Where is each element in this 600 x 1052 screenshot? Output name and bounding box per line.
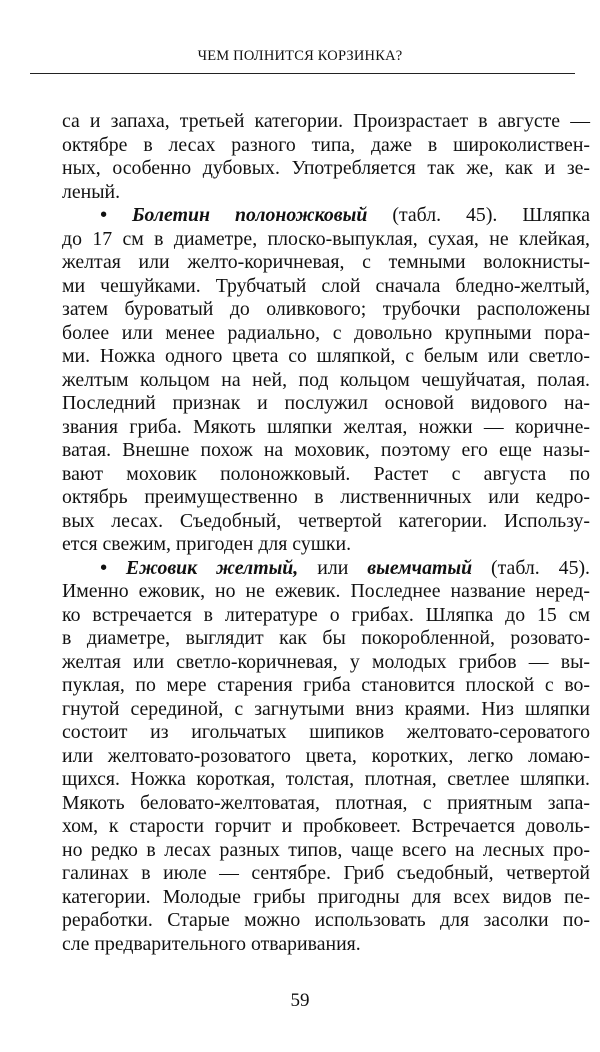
text-line xyxy=(62,463,590,487)
text-line xyxy=(62,627,590,651)
text-line xyxy=(62,369,590,393)
text-line xyxy=(62,345,590,369)
text-line xyxy=(62,604,590,628)
text-line xyxy=(62,815,590,839)
text-segment: но редко в лесах разных типов, чаще всего на лесных про- xyxy=(62,838,590,861)
page-number: 59 xyxy=(290,990,310,1011)
text-line xyxy=(62,886,590,910)
text-segment: щихся. Ножка короткая, толстая, плотная, светлее шляпки. xyxy=(62,768,590,790)
text-segment: галинах в июле — сентябре. Гриб съедобный, четвертой xyxy=(62,862,590,884)
text-segment: хом, к старости горчит и пробковеет. Встречается доволь- xyxy=(62,815,590,837)
text-segment: пуклая, по мере старения гриба становится плоской с во- xyxy=(62,674,590,696)
text-line xyxy=(62,721,590,745)
text-segment: Последний признак и послужил основой видового на- xyxy=(62,392,590,414)
text-segment: октябре в лесах разного типа, даже в широколиствен- xyxy=(62,133,590,156)
header-rule xyxy=(30,73,575,74)
text-segment: гнутой серединой, с загнутыми вниз краями. Низ шляпки xyxy=(62,697,590,720)
text-segment: в диаметре, выглядит как бы покоробленной, розовато- xyxy=(62,627,590,649)
text-line xyxy=(62,298,590,322)
text-segment: ми чешуйками. Трубчатый слой сначала бледно-желтый, xyxy=(62,274,590,297)
page-body-text xyxy=(62,110,590,956)
text-segment: сле предварительного отваривания. xyxy=(62,932,361,955)
text-segment: Именно ежовик, но не ежевик. Последнее название неред- xyxy=(62,580,590,602)
text-segment: са и запаха, третьей категории. Произрастает в августе — xyxy=(62,110,590,132)
text-line xyxy=(62,110,590,134)
text-line xyxy=(62,486,590,510)
text-segment: вых лесах. Съедобный, четвертой категории. Использу- xyxy=(62,509,590,532)
text-segment: до 17 см в диаметре, плоско-выпуклая, сухая, не клейкая, xyxy=(62,227,590,250)
text-line xyxy=(62,698,590,722)
text-segment: или желтовато-розоватого цвета, коротких, легко ломаю- xyxy=(62,744,590,767)
text-segment: ми. Ножка одного цвета со шляпкой, с белым или светло- xyxy=(62,345,590,367)
text-line xyxy=(62,862,590,886)
text-segment: более или менее радиально, с довольно крупными пора- xyxy=(62,321,590,344)
species-name: • Ежовик желтый, xyxy=(100,556,299,579)
text-segment: вают моховик полоножковый. Растет с августа по xyxy=(62,462,590,485)
text-segment: звания гриба. Мякоть шляпки желтая, ножки — коричне- xyxy=(62,415,590,438)
text-line xyxy=(62,510,590,534)
text-segment: категории. Молодые грибы пригодны для всех видов пе- xyxy=(62,885,590,908)
text-line xyxy=(62,416,590,440)
text-line xyxy=(62,134,590,158)
text-line xyxy=(62,792,590,816)
text-segment: ватая. Внешне похож на моховик, поэтому его еще назы- xyxy=(62,439,590,461)
text-line xyxy=(62,768,590,792)
text-line xyxy=(62,933,590,957)
text-segment: (табл. 45). Шляпка xyxy=(367,204,590,226)
text-segment: ных, особенно дубовых. Употребляется так же, как и зе- xyxy=(62,157,590,179)
text-line xyxy=(62,557,590,581)
text-line xyxy=(62,251,590,275)
text-line xyxy=(62,439,590,463)
text-line xyxy=(62,204,590,228)
text-segment: состоит из игольчатых шипиков желтовато-сероватого xyxy=(62,721,590,743)
text-segment: желтая или светло-коричневая, у молодых грибов — вы- xyxy=(62,650,590,673)
text-segment: желтая или желто-коричневая, с темными волокнисты- xyxy=(62,251,590,273)
text-line xyxy=(62,745,590,769)
text-line xyxy=(62,275,590,299)
text-line xyxy=(62,651,590,675)
text-line xyxy=(62,580,590,604)
species-name: выемчатый xyxy=(367,556,473,579)
text-line xyxy=(62,674,590,698)
text-line xyxy=(62,181,590,205)
text-line xyxy=(62,322,590,346)
text-segment: Мякоть беловато-желтоватая, плотная, с приятным запа- xyxy=(62,791,590,814)
text-segment: желтым кольцом на ней, под кольцом чешуйчатая, полая. xyxy=(62,368,590,391)
text-segment: октябрь преимущественно в лиственничных или кедро- xyxy=(62,486,590,508)
text-segment: леный. xyxy=(62,180,121,203)
text-segment: (табл. 45). xyxy=(472,556,590,579)
text-line xyxy=(62,157,590,181)
running-header: ЧЕМ ПОЛНИТСЯ КОРЗИНКА? xyxy=(197,48,403,64)
text-line xyxy=(62,533,590,557)
text-segment: или xyxy=(298,556,368,579)
text-segment: реработки. Старые можно использовать для засолки по- xyxy=(62,909,590,931)
text-line xyxy=(62,839,590,863)
text-line xyxy=(62,909,590,933)
text-line xyxy=(62,392,590,416)
text-segment: затем буроватый до оливкового; трубочки расположены xyxy=(62,298,590,320)
text-segment: ется свежим, пригоден для сушки. xyxy=(62,533,352,555)
text-line xyxy=(62,228,590,252)
species-name: • Болетин полоножковый xyxy=(100,204,368,226)
text-segment: ко встречается в литературе о грибах. Шляпка до 15 см xyxy=(62,603,590,626)
